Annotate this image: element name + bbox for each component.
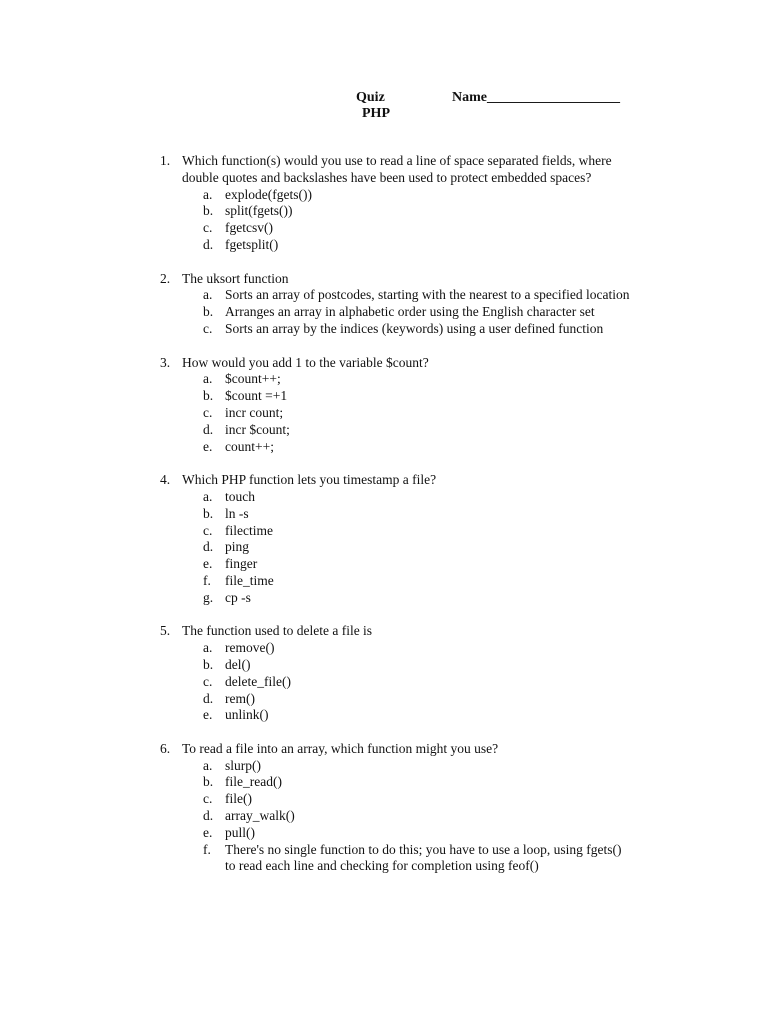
option-letter: e. <box>203 438 213 454</box>
option-text: touch <box>225 488 255 504</box>
option-letter: a. <box>203 640 213 656</box>
option-letter: a. <box>203 757 213 773</box>
question-number: 5. <box>160 623 171 639</box>
option-letter: d. <box>203 690 214 706</box>
answer-option <box>0 774 770 791</box>
option-text: filectime <box>225 522 273 538</box>
answer-option <box>0 842 770 876</box>
question-text: Which function(s) would you use to read a line of space separated fields, where double quotes and backslashes have been used to protect embedded spaces? <box>182 153 612 185</box>
answer-options <box>0 758 770 876</box>
option-letter: a. <box>203 287 213 303</box>
option-letter: e. <box>203 556 213 572</box>
option-letter: a. <box>203 371 213 387</box>
answer-option <box>0 439 770 456</box>
question-text: The uksort function <box>182 270 289 286</box>
option-text: array_walk() <box>225 808 295 824</box>
option-letter: b. <box>203 203 214 219</box>
answer-option <box>0 590 770 607</box>
quiz-subtitle: PHP <box>362 106 390 121</box>
answer-option <box>0 640 770 657</box>
answer-option <box>0 674 770 691</box>
option-text: pull() <box>225 824 255 840</box>
question-list <box>0 153 770 892</box>
answer-option <box>0 371 770 388</box>
option-letter: c. <box>203 404 213 420</box>
answer-option <box>0 758 770 775</box>
question-text: How would you add 1 to the variable $count? <box>182 354 429 370</box>
option-text: count++; <box>225 438 274 454</box>
option-letter: b. <box>203 505 214 521</box>
option-letter: c. <box>203 220 213 236</box>
option-text: rem() <box>225 690 255 706</box>
answer-option <box>0 539 770 556</box>
option-text: file() <box>225 791 252 807</box>
option-text: $count++; <box>225 371 281 387</box>
answer-option <box>0 691 770 708</box>
option-text: unlink() <box>225 707 269 723</box>
answer-options <box>0 371 770 455</box>
answer-option <box>0 187 770 204</box>
answer-options <box>0 287 770 337</box>
answer-option <box>0 825 770 842</box>
answer-option <box>0 203 770 220</box>
option-text: $count =+1 <box>225 388 288 404</box>
answer-option <box>0 220 770 237</box>
answer-option <box>0 808 770 825</box>
option-letter: e. <box>203 824 213 840</box>
option-text: cp -s <box>225 589 251 605</box>
option-text: slurp() <box>225 757 261 773</box>
option-letter: d. <box>203 808 214 824</box>
answer-option <box>0 556 770 573</box>
option-letter: c. <box>203 320 213 336</box>
option-letter: f. <box>203 841 211 857</box>
option-text: fgetcsv() <box>225 220 273 236</box>
option-letter: e. <box>203 707 213 723</box>
question-2 <box>0 271 770 338</box>
answer-option <box>0 523 770 540</box>
answer-option <box>0 573 770 590</box>
question-number: 3. <box>160 354 171 370</box>
option-letter: c. <box>203 522 213 538</box>
answer-option <box>0 321 770 338</box>
question-number: 4. <box>160 472 171 488</box>
question-text: To read a file into an array, which function might you use? <box>182 740 499 756</box>
question-number: 2. <box>160 270 171 286</box>
answer-option <box>0 388 770 405</box>
option-text: explode(fgets()) <box>225 186 312 202</box>
quiz-title: Quiz <box>356 90 385 105</box>
option-text: There's no single function to do this; you have to use a loop, using fgets() to read each line and checking for completion using feof() <box>225 841 622 874</box>
answer-options <box>0 489 770 607</box>
question-4 <box>0 472 770 606</box>
option-text: fgetsplit() <box>225 236 279 252</box>
option-letter: g. <box>203 589 214 605</box>
option-text: Sorts an array of postcodes, starting with the nearest to a specified location <box>225 287 630 303</box>
option-text: delete_file() <box>225 673 291 689</box>
question-5 <box>0 623 770 724</box>
option-letter: c. <box>203 791 213 807</box>
name-field-label: Name___________________ <box>452 90 620 105</box>
answer-option <box>0 489 770 506</box>
question-text: Which PHP function lets you timestamp a file? <box>182 472 437 488</box>
answer-option <box>0 506 770 523</box>
option-letter: c. <box>203 673 213 689</box>
option-letter: d. <box>203 421 214 437</box>
question-3 <box>0 355 770 456</box>
answer-option <box>0 422 770 439</box>
option-text: del() <box>225 656 251 672</box>
option-text: Arranges an array in alphabetic order using the English character set <box>225 304 595 320</box>
answer-option <box>0 707 770 724</box>
answer-option <box>0 304 770 321</box>
option-letter: b. <box>203 388 214 404</box>
option-letter: a. <box>203 488 213 504</box>
question-number: 1. <box>160 153 171 168</box>
option-text: finger <box>225 556 258 572</box>
option-letter: d. <box>203 539 214 555</box>
question-number: 6. <box>160 740 171 756</box>
question-text: The function used to delete a file is <box>182 623 373 639</box>
quiz-header <box>0 89 770 129</box>
option-text: file_time <box>225 572 274 588</box>
question-6 <box>0 741 770 875</box>
option-text: incr $count; <box>225 421 290 437</box>
answer-option <box>0 237 770 254</box>
answer-option <box>0 657 770 674</box>
answer-options <box>0 187 770 254</box>
option-text: remove() <box>225 640 275 656</box>
question-1 <box>0 153 770 254</box>
option-text: ln -s <box>225 505 249 521</box>
option-text: split(fgets()) <box>225 203 293 219</box>
answer-option <box>0 287 770 304</box>
option-text: Sorts an array by the indices (keywords) using a user defined function <box>225 320 604 336</box>
option-text: file_read() <box>225 774 282 790</box>
answer-options <box>0 640 770 724</box>
option-letter: f. <box>203 572 211 588</box>
option-letter: d. <box>203 236 214 252</box>
answer-option <box>0 405 770 422</box>
option-text: ping <box>225 539 250 555</box>
option-letter: b. <box>203 656 214 672</box>
option-letter: a. <box>203 186 213 202</box>
option-letter: b. <box>203 774 214 790</box>
option-letter: b. <box>203 304 214 320</box>
option-text: incr count; <box>225 404 284 420</box>
answer-option <box>0 791 770 808</box>
